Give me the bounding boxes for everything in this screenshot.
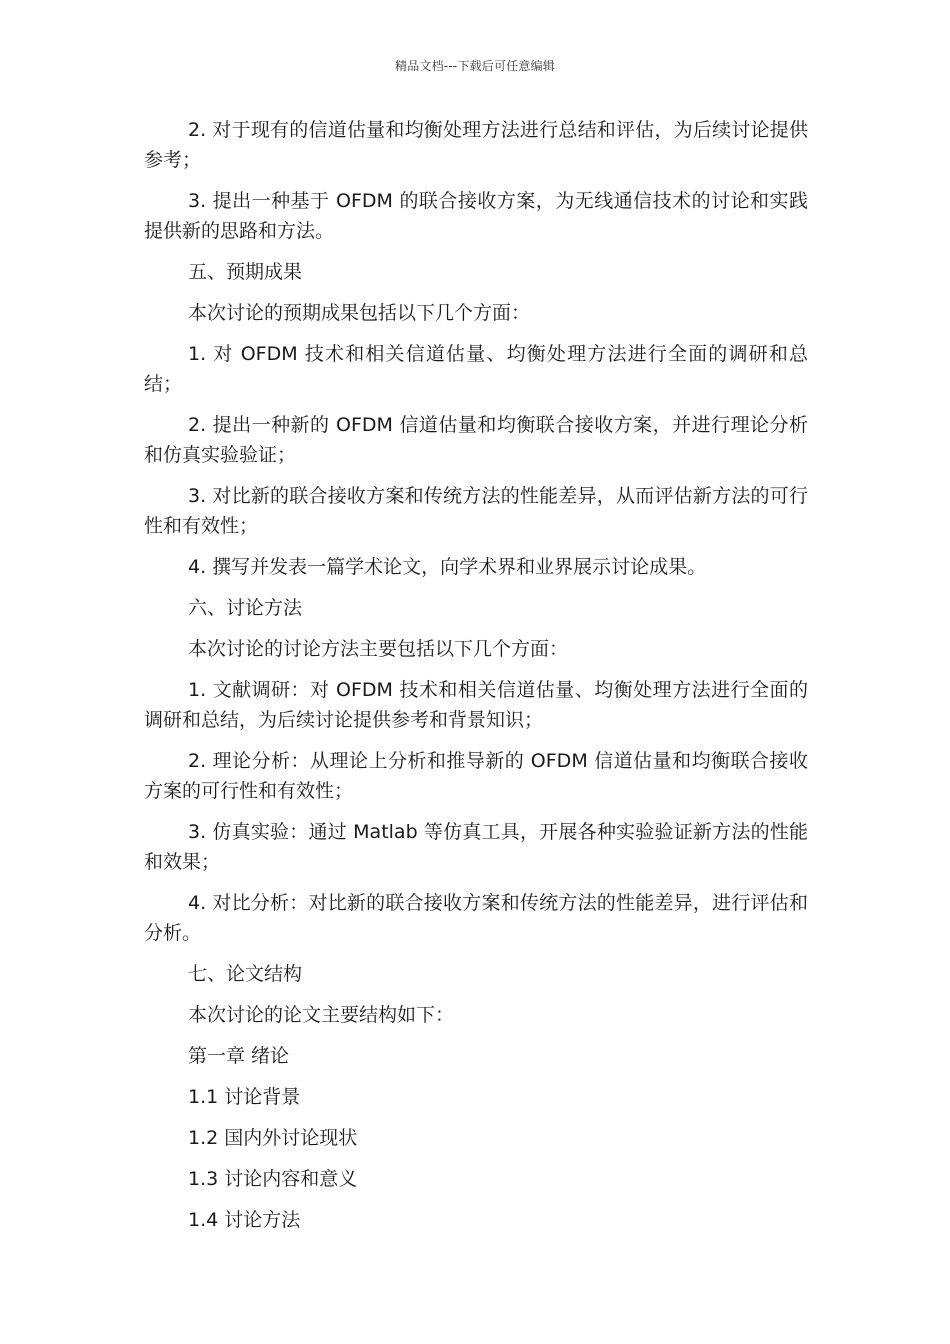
- toc-chapter: 第一章 绪论: [188, 1045, 290, 1067]
- section-heading: 七、论文结构: [188, 963, 303, 985]
- toc-item: 1.2 国内外讨论现状: [188, 1127, 358, 1149]
- paragraph: 2. 对于现有的信道估量和均衡处理方法进行总结和评估，为后续讨论提供参考；: [144, 119, 808, 171]
- paragraph: 4. 对比分析：对比新的联合接收方案和传统方法的性能差异，进行评估和分析。: [144, 892, 808, 944]
- paragraph: 2. 提出一种新的 OFDM 信道估量和均衡联合接收方案，并进行理论分析和仿真实验验证；: [144, 414, 808, 466]
- paragraph: 本次讨论的论文主要结构如下：: [188, 1004, 455, 1026]
- document-body: [144, 115, 808, 1246]
- paragraph: 3. 仿真实验：通过 Matlab 等仿真工具，开展各种实验验证新方法的性能和效果；: [144, 821, 808, 873]
- paragraph: 3. 对比新的联合接收方案和传统方法的性能差异，从而评估新方法的可行性和有效性；: [144, 485, 808, 537]
- paragraph: 本次讨论的预期成果包括以下几个方面：: [188, 302, 531, 324]
- paragraph: 2. 理论分析：从理论上分析和推导新的 OFDM 信道估量和均衡联合接收方案的可行性和有效性；: [144, 750, 808, 802]
- toc-item: 1.3 讨论内容和意义: [188, 1168, 358, 1190]
- paragraph: 4. 撰写并发表一篇学术论文，向学术界和业界展示讨论成果。: [188, 556, 707, 578]
- paragraph: 1. 文献调研：对 OFDM 技术和相关信道估量、均衡处理方法进行全面的调研和总结，为后续讨论提供参考和背景知识；: [144, 679, 808, 731]
- section-heading: 五、预期成果: [188, 261, 303, 283]
- toc-item: 1.4 讨论方法: [188, 1209, 301, 1231]
- paragraph: 本次讨论的讨论方法主要包括以下几个方面：: [188, 638, 569, 660]
- page-header: 精品文档---下载后可任意编辑: [395, 59, 555, 73]
- paragraph: 1. 对 OFDM 技术和相关信道估量、均衡处理方法进行全面的调研和总结；: [144, 343, 808, 395]
- toc-item: 1.1 讨论背景: [188, 1086, 301, 1108]
- section-heading: 六、讨论方法: [188, 597, 303, 619]
- paragraph: 3. 提出一种基于 OFDM 的联合接收方案，为无线通信技术的讨论和实践提供新的思路和方法。: [144, 190, 808, 242]
